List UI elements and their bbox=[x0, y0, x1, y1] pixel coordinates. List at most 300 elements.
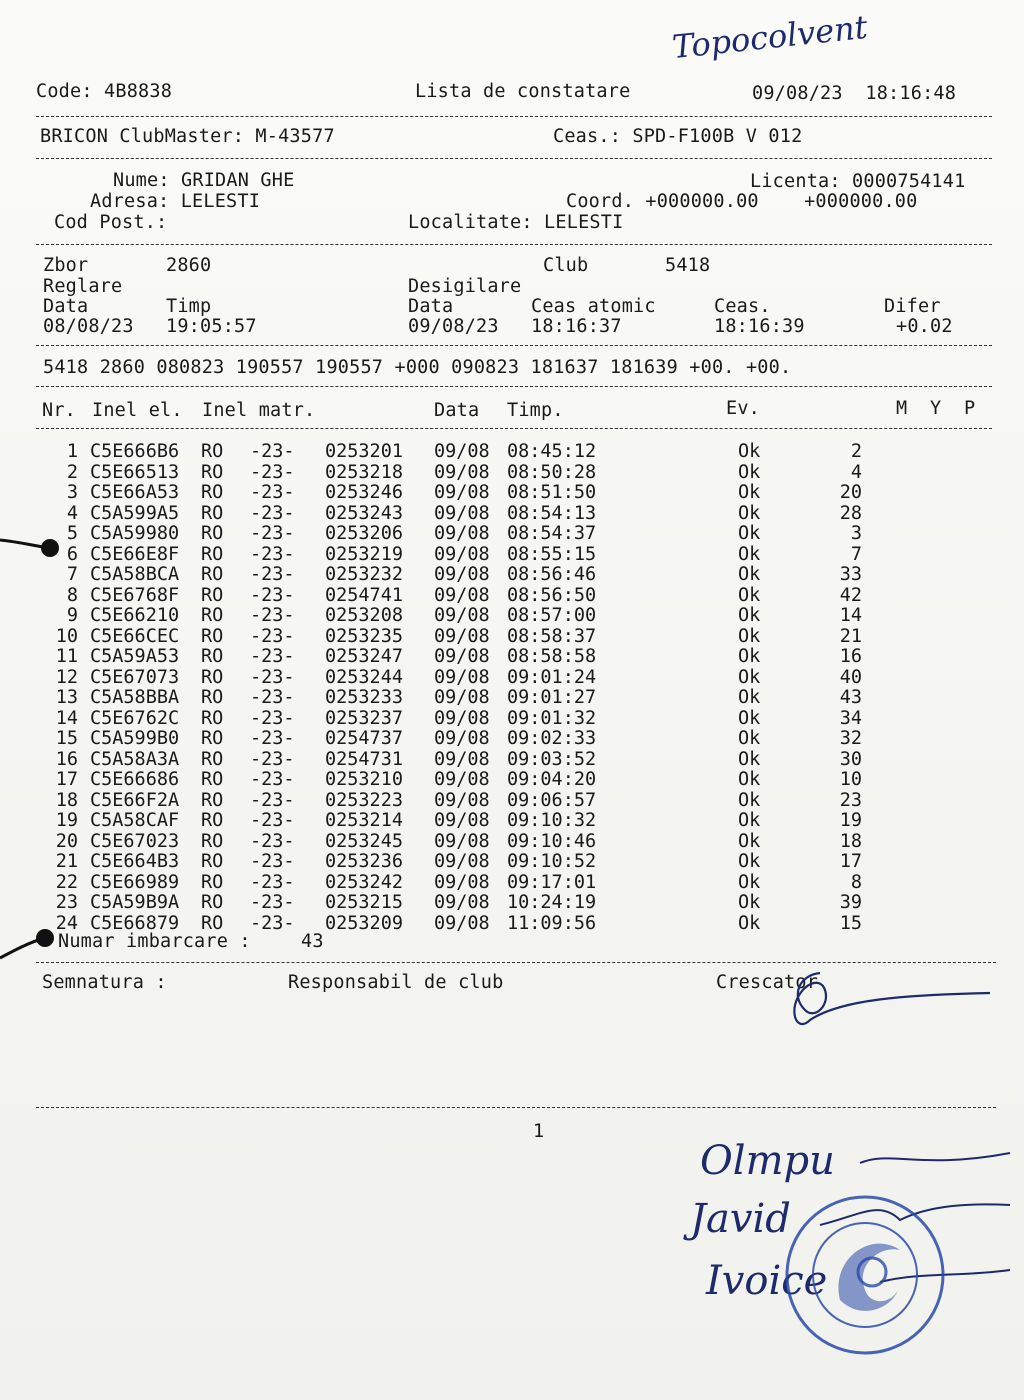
cell-country: RO bbox=[201, 564, 224, 585]
cell-event: Ok bbox=[738, 523, 761, 544]
cell-time: 08:58:58 bbox=[507, 646, 597, 667]
cell-nr: 20 bbox=[55, 830, 78, 852]
boarding-count-value: 43 bbox=[301, 931, 324, 952]
cell-position: 16 bbox=[839, 646, 862, 667]
cell-position: 39 bbox=[839, 892, 862, 913]
cell-country: RO bbox=[201, 441, 224, 462]
cell-event: Ok bbox=[738, 564, 761, 585]
cell-nr: 16 bbox=[55, 748, 78, 770]
cell-ring-electronic: C5A58BBA bbox=[90, 687, 180, 708]
cell-position: 8 bbox=[850, 871, 862, 893]
cell-ring-number: 0253201 bbox=[325, 441, 403, 462]
cell-time: 09:10:52 bbox=[507, 851, 597, 872]
cell-ring-electronic: C5A58A3A bbox=[90, 748, 180, 770]
cell-position: 14 bbox=[839, 605, 862, 626]
table-row bbox=[0, 687, 1024, 707]
cell-ring-electronic: C5A59980 bbox=[90, 523, 180, 544]
cell-nr: 10 bbox=[55, 625, 78, 647]
cell-date: 09/08 bbox=[434, 810, 490, 831]
cell-country: RO bbox=[201, 461, 224, 483]
cell-event: Ok bbox=[738, 748, 761, 770]
cell-ring-number: 0254731 bbox=[325, 748, 403, 770]
cell-time: 09:10:46 bbox=[507, 830, 597, 852]
cell-year: -23- bbox=[250, 605, 295, 626]
clock-label: Ceas. bbox=[714, 296, 771, 317]
cell-ring-number: 0253236 bbox=[325, 851, 403, 872]
unsealing-date: 09/08/23 bbox=[408, 316, 499, 337]
cell-year: -23- bbox=[250, 851, 295, 872]
cell-nr: 2 bbox=[66, 461, 78, 483]
cell-ring-number: 0254737 bbox=[325, 728, 403, 749]
cell-ring-number: 0253245 bbox=[325, 830, 403, 852]
cell-year: -23- bbox=[250, 871, 295, 893]
divider bbox=[36, 244, 992, 245]
cell-country: RO bbox=[201, 646, 224, 667]
atomic-clock-label: Ceas atomic bbox=[531, 296, 656, 317]
owner-locality: Localitate: LELESTI bbox=[408, 212, 624, 233]
cell-nr: 12 bbox=[55, 666, 78, 688]
cell-ring-electronic: C5A599A5 bbox=[90, 502, 180, 524]
cell-position: 3 bbox=[850, 523, 862, 544]
cell-ring-electronic: C5E67073 bbox=[90, 666, 180, 688]
cell-date: 09/08 bbox=[434, 728, 490, 749]
cell-event: Ok bbox=[738, 687, 761, 708]
cell-ring-number: 0253242 bbox=[325, 871, 403, 893]
cell-date: 09/08 bbox=[434, 646, 490, 667]
cell-nr: 19 bbox=[55, 810, 78, 831]
document-code: Code: 4B8838 bbox=[36, 81, 173, 102]
cell-position: 7 bbox=[850, 543, 862, 565]
cell-event: Ok bbox=[738, 912, 761, 934]
cell-date: 09/08 bbox=[434, 707, 490, 729]
cell-time: 09:03:52 bbox=[507, 748, 597, 770]
cell-year: -23- bbox=[250, 810, 295, 831]
table-row bbox=[0, 872, 1024, 892]
cell-time: 10:24:19 bbox=[507, 892, 597, 913]
document-datetime: 09/08/23 18:16:48 bbox=[752, 83, 957, 104]
cell-year: -23- bbox=[250, 748, 295, 770]
cell-country: RO bbox=[201, 892, 224, 913]
cell-event: Ok bbox=[738, 625, 761, 647]
cell-ring-electronic: C5A58BCA bbox=[90, 564, 180, 585]
cell-ring-electronic: C5E666B6 bbox=[90, 441, 180, 462]
table-row bbox=[0, 851, 1024, 871]
cell-date: 09/08 bbox=[434, 687, 490, 708]
cell-date: 09/08 bbox=[434, 871, 490, 893]
cell-year: -23- bbox=[250, 912, 295, 934]
cell-ring-electronic: C5E66A53 bbox=[90, 482, 180, 503]
cell-event: Ok bbox=[738, 605, 761, 626]
club-label: Club bbox=[543, 255, 589, 276]
breeder-label: Crescator bbox=[716, 972, 819, 993]
setting-date: 08/08/23 bbox=[43, 316, 134, 337]
cell-date: 09/08 bbox=[434, 666, 490, 688]
cell-time: 09:06:57 bbox=[507, 789, 597, 811]
col-header-event: Ev. bbox=[726, 398, 761, 419]
cell-country: RO bbox=[201, 769, 224, 790]
owner-name: Nume: GRIDAN GHE bbox=[113, 170, 295, 191]
cell-event: Ok bbox=[738, 769, 761, 790]
table-row bbox=[0, 482, 1024, 502]
cell-nr: 13 bbox=[55, 687, 78, 708]
cell-position: 20 bbox=[839, 482, 862, 503]
cell-country: RO bbox=[201, 707, 224, 729]
cell-event: Ok bbox=[738, 461, 761, 483]
cell-date: 09/08 bbox=[434, 769, 490, 790]
table-row bbox=[0, 769, 1024, 789]
cell-nr: 6 bbox=[66, 543, 78, 565]
divider bbox=[36, 345, 992, 346]
table-row bbox=[0, 523, 1024, 543]
cell-country: RO bbox=[201, 748, 224, 770]
cell-country: RO bbox=[201, 851, 224, 872]
col-header-ring-number: Inel matr. bbox=[202, 400, 316, 421]
cell-nr: 17 bbox=[55, 769, 78, 790]
cell-time: 09:04:20 bbox=[507, 769, 597, 790]
cell-ring-electronic: C5A599B0 bbox=[90, 728, 180, 749]
cell-year: -23- bbox=[250, 892, 295, 913]
signature-stroke-1 bbox=[860, 1145, 1010, 1175]
cell-event: Ok bbox=[738, 441, 761, 462]
cell-ring-number: 0253243 bbox=[325, 502, 403, 524]
cell-country: RO bbox=[201, 789, 224, 811]
breeder-signature bbox=[780, 965, 1000, 1035]
cell-nr: 14 bbox=[55, 707, 78, 729]
table-row bbox=[0, 585, 1024, 605]
cell-nr: 15 bbox=[55, 728, 78, 749]
cell-ring-electronic: C5E6762C bbox=[90, 707, 180, 729]
cell-country: RO bbox=[201, 482, 224, 503]
club-stamp bbox=[780, 1190, 950, 1360]
cell-event: Ok bbox=[738, 502, 761, 524]
unsealing-date-label: Data bbox=[408, 296, 454, 317]
cell-country: RO bbox=[201, 728, 224, 749]
cell-ring-number: 0253206 bbox=[325, 523, 403, 544]
cell-event: Ok bbox=[738, 482, 761, 503]
cell-country: RO bbox=[201, 871, 224, 893]
cell-event: Ok bbox=[738, 584, 761, 606]
cell-position: 4 bbox=[850, 461, 862, 483]
cell-year: -23- bbox=[250, 584, 295, 606]
cell-time: 08:57:00 bbox=[507, 605, 597, 626]
table-row bbox=[0, 667, 1024, 687]
cell-nr: 7 bbox=[66, 564, 78, 585]
cell-date: 09/08 bbox=[434, 543, 490, 565]
cell-ring-electronic: C5E66F2A bbox=[90, 789, 180, 811]
cell-time: 08:58:37 bbox=[507, 625, 597, 647]
cell-ring-electronic: C5E6768F bbox=[90, 584, 180, 606]
handwritten-signature-1: Olmpu bbox=[700, 1138, 835, 1184]
cell-nr: 18 bbox=[55, 789, 78, 811]
table-row bbox=[0, 831, 1024, 851]
cell-date: 09/08 bbox=[434, 502, 490, 524]
cell-country: RO bbox=[201, 584, 224, 606]
signature-label: Semnatura : bbox=[42, 972, 167, 993]
cell-year: -23- bbox=[250, 646, 295, 667]
cell-nr: 21 bbox=[55, 851, 78, 872]
cell-ring-number: 0253244 bbox=[325, 666, 403, 688]
setting-label: Reglare bbox=[43, 276, 123, 297]
cell-nr: 24 bbox=[55, 912, 78, 934]
table-row bbox=[0, 790, 1024, 810]
table-row bbox=[0, 441, 1024, 461]
cell-time: 09:10:32 bbox=[507, 810, 597, 831]
cell-position: 42 bbox=[839, 584, 862, 606]
cell-year: -23- bbox=[250, 625, 295, 647]
handwritten-signature-3: Ivoice bbox=[706, 1258, 828, 1304]
cell-country: RO bbox=[201, 912, 224, 934]
col-header-time: Timp. bbox=[507, 400, 564, 421]
cell-ring-electronic: C5E66513 bbox=[90, 461, 180, 483]
flight-label: Zbor bbox=[43, 255, 89, 276]
cell-time: 09:01:27 bbox=[507, 687, 597, 708]
cell-year: -23- bbox=[250, 543, 295, 565]
difference-label: Difer bbox=[884, 296, 941, 317]
cell-time: 08:50:28 bbox=[507, 461, 597, 483]
cell-event: Ok bbox=[738, 810, 761, 831]
cell-ring-electronic: C5E66879 bbox=[90, 912, 180, 934]
cell-ring-number: 0253232 bbox=[325, 564, 403, 585]
cell-country: RO bbox=[201, 502, 224, 524]
cell-date: 09/08 bbox=[434, 625, 490, 647]
cell-date: 09/08 bbox=[434, 441, 490, 462]
cell-event: Ok bbox=[738, 851, 761, 872]
cell-ring-number: 0253214 bbox=[325, 810, 403, 831]
divider bbox=[36, 962, 996, 963]
cell-year: -23- bbox=[250, 789, 295, 811]
clock-id: Ceas.: SPD-F100B V 012 bbox=[553, 126, 803, 147]
table-row bbox=[0, 605, 1024, 625]
cell-year: -23- bbox=[250, 830, 295, 852]
cell-position: 17 bbox=[839, 851, 862, 872]
cell-date: 09/08 bbox=[434, 912, 490, 934]
cell-position: 19 bbox=[839, 810, 862, 831]
cell-position: 34 bbox=[839, 707, 862, 729]
cell-ring-number: 0253223 bbox=[325, 789, 403, 811]
cell-ring-number: 0253237 bbox=[325, 707, 403, 729]
divider bbox=[36, 116, 992, 117]
cell-time: 08:54:37 bbox=[507, 523, 597, 544]
cell-position: 33 bbox=[839, 564, 862, 585]
cell-event: Ok bbox=[738, 646, 761, 667]
cell-time: 09:17:01 bbox=[507, 871, 597, 893]
cell-ring-electronic: C5E664B3 bbox=[90, 851, 180, 872]
handwritten-note-top: Topocolvent bbox=[670, 7, 870, 67]
cell-event: Ok bbox=[738, 830, 761, 852]
cell-year: -23- bbox=[250, 441, 295, 462]
cell-time: 09:01:32 bbox=[507, 707, 597, 729]
table-row bbox=[0, 749, 1024, 769]
cell-position: 23 bbox=[839, 789, 862, 811]
cell-position: 21 bbox=[839, 625, 862, 647]
owner-postcode: Cod Post.: bbox=[54, 212, 168, 233]
cell-position: 2 bbox=[850, 441, 862, 462]
setting-time-label: Timp bbox=[166, 296, 212, 317]
boarding-count-label: Numar imbarcare : bbox=[58, 931, 251, 952]
divider bbox=[36, 158, 992, 159]
cell-position: 30 bbox=[839, 748, 862, 770]
cell-ring-electronic: C5A58CAF bbox=[90, 810, 180, 831]
cell-position: 32 bbox=[839, 728, 862, 749]
table-row bbox=[0, 544, 1024, 564]
cell-date: 09/08 bbox=[434, 584, 490, 606]
col-header-nr: Nr. bbox=[42, 400, 77, 421]
cell-ring-electronic: C5E66989 bbox=[90, 871, 180, 893]
cell-country: RO bbox=[201, 543, 224, 565]
cell-ring-number: 0253215 bbox=[325, 892, 403, 913]
owner-coordinates: Coord. +000000.00 +000000.00 bbox=[566, 191, 918, 212]
table-row bbox=[0, 462, 1024, 482]
divider bbox=[36, 428, 992, 429]
cell-year: -23- bbox=[250, 461, 295, 483]
page-number: 1 bbox=[533, 1121, 545, 1142]
cell-date: 09/08 bbox=[434, 482, 490, 503]
cell-date: 09/08 bbox=[434, 748, 490, 770]
cell-event: Ok bbox=[738, 789, 761, 811]
table-row bbox=[0, 892, 1024, 912]
clubmaster-id: BRICON ClubMaster: M-43577 bbox=[40, 126, 335, 147]
cell-nr: 1 bbox=[66, 441, 78, 462]
cell-ring-electronic: C5E66E8F bbox=[90, 543, 180, 565]
cell-year: -23- bbox=[250, 666, 295, 688]
cell-event: Ok bbox=[738, 543, 761, 565]
cell-date: 09/08 bbox=[434, 851, 490, 872]
cell-nr: 9 bbox=[66, 605, 78, 626]
col-header-date: Data bbox=[434, 400, 480, 421]
cell-position: 15 bbox=[839, 912, 862, 934]
divider bbox=[36, 1107, 996, 1108]
divider bbox=[36, 386, 992, 387]
cell-ring-number: 0254741 bbox=[325, 584, 403, 606]
table-row bbox=[0, 810, 1024, 830]
cell-country: RO bbox=[201, 687, 224, 708]
cell-event: Ok bbox=[738, 871, 761, 893]
staple-mark-1 bbox=[0, 530, 80, 570]
cell-ring-electronic: C5E66686 bbox=[90, 769, 180, 790]
cell-nr: 4 bbox=[66, 502, 78, 524]
cell-year: -23- bbox=[250, 482, 295, 503]
difference-value: +0.02 bbox=[896, 316, 953, 337]
cell-ring-number: 0253247 bbox=[325, 646, 403, 667]
cell-ring-electronic: C5A59A53 bbox=[90, 646, 180, 667]
clock-time: 18:16:39 bbox=[714, 316, 805, 337]
cell-country: RO bbox=[201, 830, 224, 852]
summary-code-line: 5418 2860 080823 190557 190557 +000 090823 181637 181639 +00. +00. bbox=[43, 357, 792, 378]
cell-ring-electronic: C5E66CEC bbox=[90, 625, 180, 647]
cell-time: 08:55:15 bbox=[507, 543, 597, 565]
club-number: 5418 bbox=[665, 255, 711, 276]
cell-event: Ok bbox=[738, 728, 761, 749]
table-row bbox=[0, 708, 1024, 728]
cell-date: 09/08 bbox=[434, 461, 490, 483]
cell-nr: 11 bbox=[55, 646, 78, 667]
cell-ring-number: 0253235 bbox=[325, 625, 403, 647]
unsealing-label: Desigilare bbox=[408, 276, 522, 297]
cell-nr: 3 bbox=[66, 482, 78, 503]
cell-position: 28 bbox=[839, 502, 862, 524]
cell-event: Ok bbox=[738, 892, 761, 913]
cell-date: 09/08 bbox=[434, 605, 490, 626]
cell-ring-number: 0253209 bbox=[325, 912, 403, 934]
table-row bbox=[0, 728, 1024, 748]
cell-event: Ok bbox=[738, 707, 761, 729]
cell-position: 10 bbox=[839, 769, 862, 790]
cell-ring-electronic: C5E66210 bbox=[90, 605, 180, 626]
cell-nr: 5 bbox=[66, 523, 78, 544]
cell-time: 08:54:13 bbox=[507, 502, 597, 524]
cell-time: 08:56:50 bbox=[507, 584, 597, 606]
cell-country: RO bbox=[201, 523, 224, 544]
cell-position: 43 bbox=[839, 687, 862, 708]
table-row bbox=[0, 913, 1024, 933]
cell-ring-number: 0253246 bbox=[325, 482, 403, 503]
cell-year: -23- bbox=[250, 707, 295, 729]
cell-year: -23- bbox=[250, 564, 295, 585]
cell-country: RO bbox=[201, 666, 224, 688]
cell-country: RO bbox=[201, 605, 224, 626]
cell-time: 08:51:50 bbox=[507, 482, 597, 503]
cell-country: RO bbox=[201, 810, 224, 831]
cell-nr: 22 bbox=[55, 871, 78, 893]
table-row bbox=[0, 646, 1024, 666]
handwritten-signature-2: Javid bbox=[690, 1196, 791, 1242]
cell-ring-number: 0253233 bbox=[325, 687, 403, 708]
cell-year: -23- bbox=[250, 728, 295, 749]
document-title: Lista de constatare bbox=[415, 81, 631, 102]
cell-ring-number: 0253218 bbox=[325, 461, 403, 483]
cell-nr: 8 bbox=[66, 584, 78, 606]
cell-time: 08:45:12 bbox=[507, 441, 597, 462]
cell-ring-electronic: C5E67023 bbox=[90, 830, 180, 852]
cell-ring-number: 0253219 bbox=[325, 543, 403, 565]
cell-ring-number: 0253210 bbox=[325, 769, 403, 790]
cell-year: -23- bbox=[250, 523, 295, 544]
col-header-myp: M Y P bbox=[896, 398, 976, 419]
cell-position: 40 bbox=[839, 666, 862, 688]
owner-license: Licenta: 0000754141 bbox=[750, 171, 966, 192]
flight-number: 2860 bbox=[166, 255, 212, 276]
atomic-clock-time: 18:16:37 bbox=[531, 316, 622, 337]
cell-date: 09/08 bbox=[434, 789, 490, 811]
cell-ring-number: 0253208 bbox=[325, 605, 403, 626]
cell-ring-electronic: C5A59B9A bbox=[90, 892, 180, 913]
setting-time: 19:05:57 bbox=[166, 316, 257, 337]
cell-country: RO bbox=[201, 625, 224, 647]
cell-year: -23- bbox=[250, 687, 295, 708]
cell-date: 09/08 bbox=[434, 892, 490, 913]
owner-address: Adresa: LELESTI bbox=[90, 191, 261, 212]
cell-date: 09/08 bbox=[434, 564, 490, 585]
cell-time: 09:02:33 bbox=[507, 728, 597, 749]
club-responsible-label: Responsabil de club bbox=[288, 972, 504, 993]
cell-year: -23- bbox=[250, 502, 295, 524]
table-row bbox=[0, 564, 1024, 584]
cell-year: -23- bbox=[250, 769, 295, 790]
cell-date: 09/08 bbox=[434, 523, 490, 544]
cell-time: 09:01:24 bbox=[507, 666, 597, 688]
cell-nr: 23 bbox=[55, 892, 78, 913]
staple-mark-2 bbox=[0, 920, 80, 970]
col-header-ring-electronic: Inel el. bbox=[92, 400, 183, 421]
cell-event: Ok bbox=[738, 666, 761, 688]
setting-date-label: Data bbox=[43, 296, 89, 317]
cell-date: 09/08 bbox=[434, 830, 490, 852]
cell-time: 08:56:46 bbox=[507, 564, 597, 585]
cell-position: 18 bbox=[839, 830, 862, 852]
table-row bbox=[0, 503, 1024, 523]
cell-time: 11:09:56 bbox=[507, 912, 597, 934]
table-row bbox=[0, 626, 1024, 646]
